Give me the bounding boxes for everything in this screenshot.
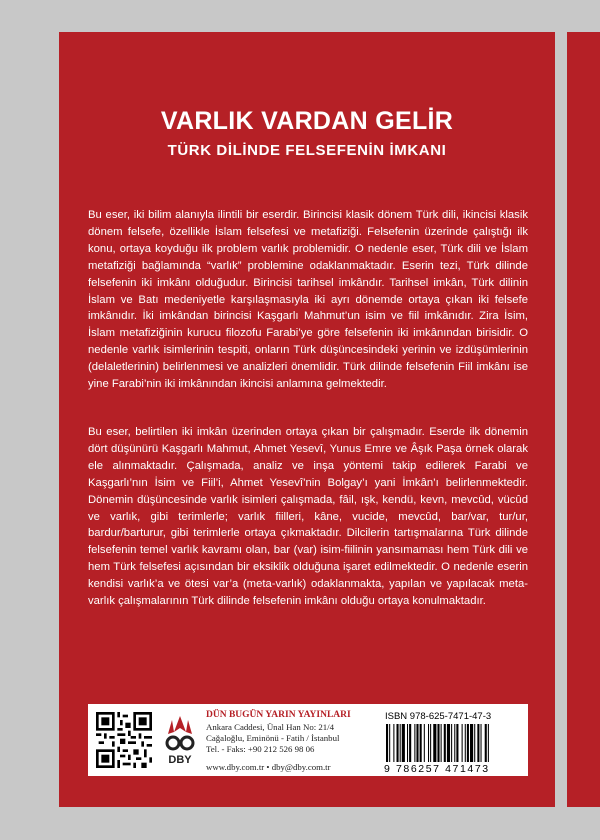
publisher-phone: Tel. - Faks: +90 212 526 98 06 [206, 744, 315, 754]
barcode-bar [465, 724, 466, 762]
barcode-bar [462, 724, 463, 762]
barcode-bar [409, 724, 411, 762]
barcode-bar [414, 724, 415, 762]
barcode-bar [424, 724, 425, 762]
barcode-digits: 9 786257 471473 [384, 763, 490, 775]
book-title: VARLIK VARDAN GELİR [160, 107, 454, 135]
adjacent-cover-edge [567, 32, 600, 807]
blurb-paragraph-1: Bu eser, iki bilim alanıyla ilintili bir eserdir. Birincisi klasik dönem Türk dili, ikincisi klasik dönem felsefe, özellikle İslam felsefesi ve metafiziği. Felsefenin üzerinde çalıştığı ilk konu, ortaya koyduğu ilk problem varlık problemidir. O nedenle eser, Türk dili ve İslam metafiziği bağlamında “varlık” problemine odaklanmaktadır. Eserin tezi, Türk dilinde felsefenin iki imkânı olduğudur. Birincisi tarihsel imkândır. Tarihsel imkân, Türk dilinin İslam ve Batı medeniyetle karşılaşmasıyla iki ayrı dönemde ortaya çıkan iki felsefe imkânıdır. İki imkândan birincisi Kaşgarlı Mahmut’un isim ve fiil imkânıdır. Zira İsim, İslam metafiziğinin kurucu filozofu Farabi’ye göre felsefenin iki imkânından birisidir. O nedenle varlık isimlerinin tespiti, onların Türk düşüncesindeki yerinin ve izdüşümlerinin (delaletlerinin) belirlenmesi ve analizleri önemlidir. Türk dilinde felsefenin Fiil imkânı ise yine Farabi’nin iki imkânından ikincisi anlamına gelmektedir. [88, 209, 528, 391]
barcode-bar [420, 724, 422, 762]
publisher-address-2: Cağaloğlu, Eminönü - Fatih / İstanbul [206, 733, 340, 743]
barcode-bar [437, 724, 439, 762]
barcode-bar [433, 724, 436, 762]
barcode-bar [467, 724, 469, 762]
barcode-bar [428, 724, 429, 762]
blurb-paragraph-2: Bu eser, belirtilen iki imkân üzerinden ortaya çıkan bir çalışmadır. Eserde ilk dönemin dört düşünürü Kaşgarlı Mahmut, Ahmet Yesevî, Yunus Emre ve Âşık Paşa örnek olarak ele alınmaktadır. Çalışmada, analiz ve inşa yöntemi takip edilerek Farabi ve Kaşgarlı’nın İsim ve Fiil’i, Ahmet Yesevî’nin Bolgay’ı yani İmkân’ı belirlenmektedir. Dönemin düşüncesinde varlık isimleri çalışmada, fâil, ışk, kendü, kevn, mevcûd, vücûd ve varlık, gibi terimlerle; varlık fiilleri, kâne, vucide, mevcûd, bar/var, tur/ur, bardur/barturur, gibi terimlerle ortaya çıkmaktadır. Dilcilerin tartışmalarına Türk dilinde felsefenin temel varlık kavramı olan, bar (var) isim-fiilinin yansımaması hem Türk dili ve hem Türk felsefesi açısından bir eksiklik olduğuna işaret edilmektedir. O nedenle eserin kendisi varlık’a ve ötesi var’a (meta-varlık) odaklanmakta, yapılan ve yapılacak meta-varlık çalışmalarının Türk dilinde felsefenin imkânı olduğu ortaya konulmaktadır. [88, 426, 528, 608]
barcode-bar [447, 724, 450, 762]
dby-logo-icon [160, 712, 200, 768]
back-cover [59, 32, 555, 807]
barcode-bar [454, 724, 455, 762]
barcode-bar [397, 724, 399, 762]
barcode-bar [474, 724, 475, 762]
publisher-name: DÜN BUGÜN YARIN YAYINLARI [206, 710, 351, 720]
barcode-bar [407, 724, 408, 762]
publisher-address-1: Ankara Caddesi, Ünal Han No: 21/4 [206, 722, 335, 732]
barcode-bar [386, 724, 388, 762]
barcode-bar [416, 724, 418, 762]
qr-code-icon [96, 712, 152, 768]
publisher-web: www.dby.com.tr • dby@dby.com.tr [206, 762, 331, 772]
barcode-bar [481, 724, 482, 762]
isbn-label: ISBN 978-625-7471-47-3 [385, 711, 492, 722]
book-subtitle: TÜRK DİLİNDE FELSEFENİN İMKANI [167, 142, 447, 159]
isbn-barcode-icon [384, 724, 524, 762]
barcode-bar [430, 724, 431, 762]
barcode-bar [470, 724, 473, 762]
barcode-bar [400, 724, 401, 762]
barcode-bar [444, 724, 446, 762]
barcode-bar [402, 724, 405, 762]
logo-text: DBY [168, 754, 192, 766]
barcode-bar [393, 724, 394, 762]
barcode-bar [488, 724, 489, 762]
barcode-bar [451, 724, 452, 762]
barcode-bar [441, 724, 442, 762]
barcode-bar [389, 724, 390, 762]
publisher-info [206, 710, 376, 755]
barcode-bar [456, 724, 458, 762]
barcode-bar [485, 724, 487, 762]
publisher-footer [88, 704, 528, 776]
barcode-bar [477, 724, 479, 762]
